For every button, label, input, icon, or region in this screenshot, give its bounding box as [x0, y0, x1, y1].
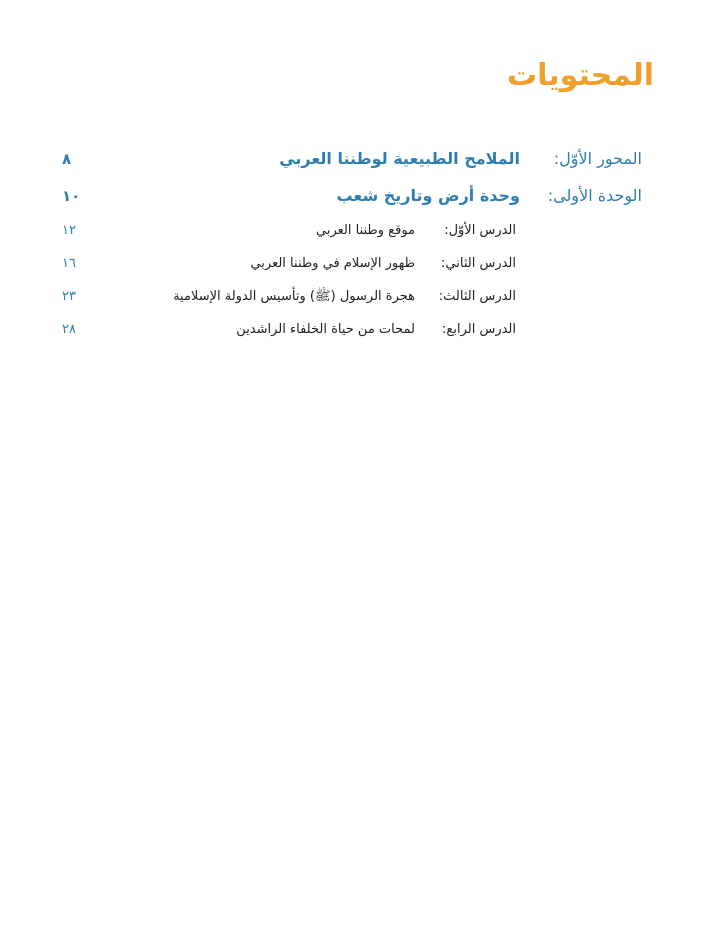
lesson-label: الدرس الثاني: [441, 256, 516, 271]
lesson-label: الدرس الرابع: [442, 322, 516, 337]
lesson-page-number: ١٦ [62, 256, 76, 271]
lesson-page-number: ٢٨ [62, 322, 76, 337]
lesson-label: الدرس الأوّل: [444, 223, 516, 238]
page-title: المحتويات [506, 58, 654, 93]
lesson-label: الدرس الثالث: [438, 289, 516, 304]
toc-lesson-entry[interactable] [0, 282, 720, 312]
toc-lesson-entry[interactable] [0, 249, 720, 279]
lesson-title: ظهور الإسلام في وطننا العربي [250, 256, 415, 271]
toc-entry-page-number: ٨ [62, 150, 72, 168]
toc-axis-entry[interactable] [0, 144, 720, 174]
toc-entry-label: الوحدة الأولى: [547, 186, 642, 205]
lesson-title: موقع وطننا العربي [316, 223, 415, 238]
toc-lesson-entry[interactable] [0, 216, 720, 246]
toc-lesson-entry[interactable] [0, 315, 720, 345]
toc-unit-entry[interactable] [0, 181, 720, 211]
toc-entry-title: الملامح الطبيعية لوطننا العربي [279, 149, 520, 168]
lesson-title: هجرة الرسول (ﷺ) وتأسيس الدولة الإسلامية [173, 289, 415, 304]
toc-entry-label: المحور الأوّل: [553, 149, 642, 168]
lesson-page-number: ١٢ [62, 223, 76, 238]
lesson-title: لمحات من حياة الخلفاء الراشدين [236, 322, 415, 337]
toc-entry-page-number: ١٠ [62, 187, 81, 205]
toc-entry-title: وحدة أرض وتاريخ شعب [336, 186, 520, 205]
lesson-page-number: ٢٣ [62, 289, 76, 304]
